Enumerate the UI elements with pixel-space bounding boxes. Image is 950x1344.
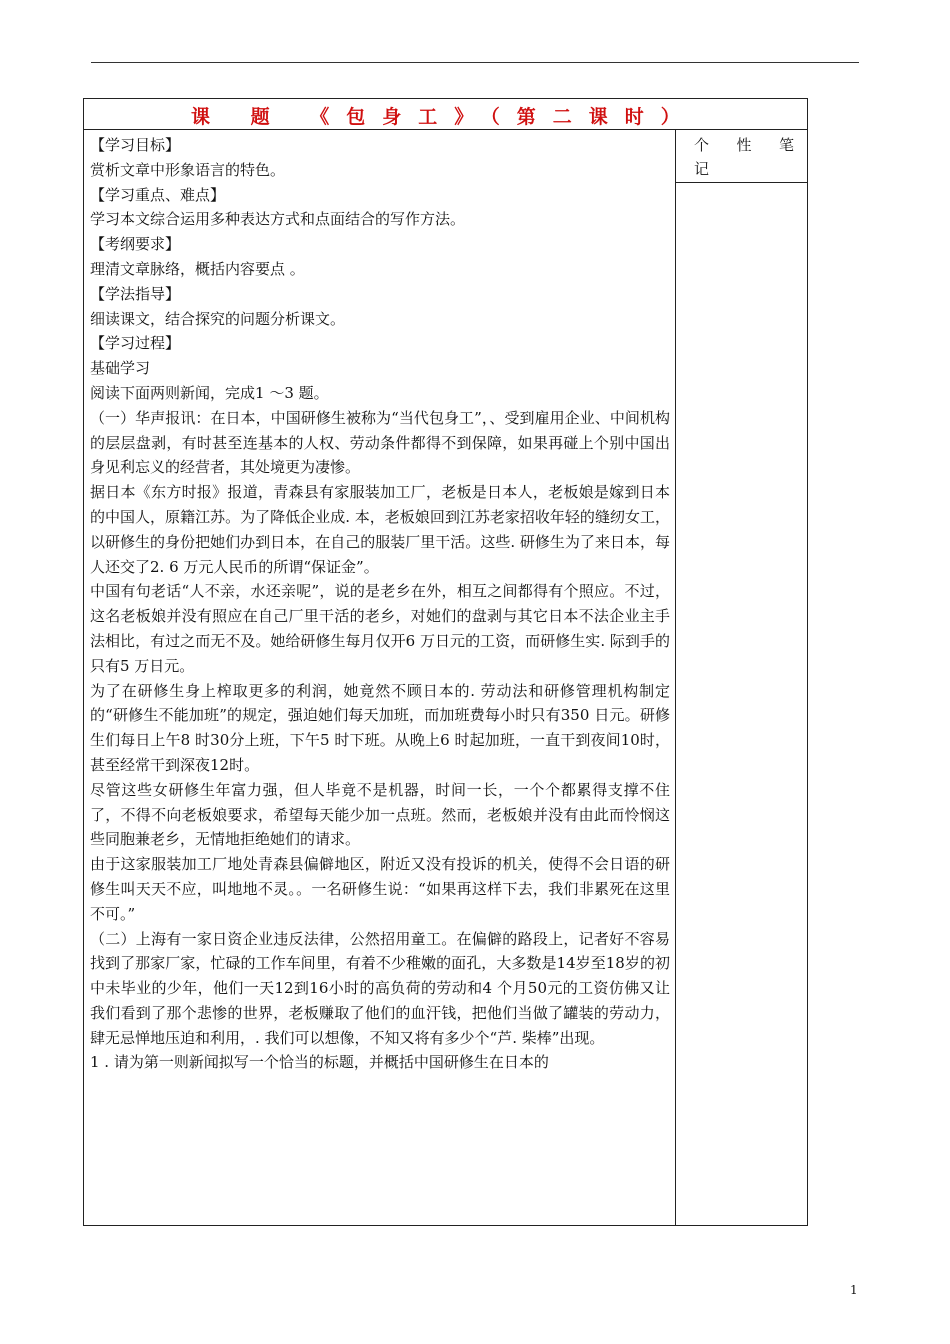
- paragraph: （一）华声报讯：在日本，中国研修生被称为“当代包身工”，、受到雇用企业、中间机构的层层盘剥，有时甚至连基本的人权、劳动条件都得不到保障，如果再碰上个别中国出身见利忘义的经营者，其处境更为凄惨。: [90, 408, 670, 477]
- lesson-title: 课 题 《包身工》（第二课时）: [191, 106, 697, 128]
- section-heading: 【学法指导】: [90, 284, 181, 303]
- section-heading: 【考纲要求】: [90, 235, 181, 254]
- text-line: 基础学习: [90, 359, 151, 378]
- text-line: 赏析文章中形象语言的特色。: [90, 160, 286, 179]
- text-line: 学习本文综合运用多种表达方式和点面结合的写作方法。: [90, 210, 466, 229]
- text-line: 细读课文，结合探究的问题分析课文。: [90, 309, 346, 328]
- paragraph: （二）上海有一家日资企业违反法律，公然招用童工。在偏僻的路段上，记者好不容易找到了那家厂家，忙碌的工作车间里，有着不少稚嫩的面孔，大多数是14岁至18岁的初中未毕业的少年，他们一天12到16小时的高负荷的劳动和4 个月50元的工资仿佛又让我们看到了那个悲惨的世界，老板赚取了他们的血汗钱，把他们当做了罐装的劳动力，肆无忌惮地压迫和利用，. 我们可以想像，不知又将有多少个“芦. 柴棒”出现。: [90, 929, 670, 1047]
- notes-char: 记: [694, 160, 710, 178]
- lesson-content: [90, 133, 670, 1075]
- header-rule: [91, 62, 859, 63]
- page-number: 1: [850, 1283, 858, 1297]
- notes-header: [676, 130, 807, 183]
- notes-char: 性: [736, 136, 752, 154]
- section-heading: 【学习重点、难点】: [90, 185, 226, 204]
- section-heading: 【学习过程】: [90, 334, 181, 353]
- paragraph: 为了在研修生身上榨取更多的利润，她竟然不顾日本的. 劳动法和研修管理机构制定的“研修生不能加班”的规定，强迫她们每天加班，而加班费每小时只有350 日元。研修生们每日上午8 时30分上班，下午5 时下班。从晚上6 时起加班，一直干到夜间10时，甚至经常干到深夜12时。: [90, 681, 670, 774]
- notes-char: 个: [694, 136, 710, 154]
- text-line: 理清文章脉络，概括内容要点 。: [90, 259, 305, 278]
- title-row: [84, 99, 807, 130]
- paragraph: 由于这家服装加工厂地处青森县偏僻地区，附近又没有投诉的机关，使得不会日语的研修生叫天天不应，叫地地不灵。。一名研修生说：“如果再这样下去，我们非累死在这里不可。”: [90, 855, 670, 923]
- main-content-cell: [84, 130, 676, 1225]
- section-heading: 【学习目标】: [90, 136, 181, 154]
- lesson-table: [83, 98, 808, 1226]
- text-line: 阅读下面两则新闻，完成1 ～3 题。: [90, 383, 329, 402]
- notes-header-line: [694, 134, 794, 155]
- paragraph: 中国有句老话“人不亲，水还亲呢”，说的是老乡在外，相互之间都得有个照应。不过，这名老板娘并没有照应在自己厂里干活的老乡，对她们的盘剥与其它日本不法企业主手法相比，有过之而无不及。她给研修生每月仅开6 万日元的工资，而研修生实. 际到手的只有5 万日元。: [90, 582, 670, 675]
- paragraph: 尽管这些女研修生年富力强，但人毕竟不是机器，时间一长，一个个都累得支撑不住了，不得不向老板娘要求，希望每天能少加一点班。然而，老板娘并没有由此而怜悯这些同胞兼老乡，无情地拒绝她们的请求。: [90, 780, 670, 849]
- question-item: 1 . 请为第一则新闻拟写一个恰当的标题，并概括中国研修生在日本的: [90, 1053, 549, 1072]
- notes-char: 笔: [778, 136, 794, 154]
- paragraph: 据日本《东方时报》报道，青森县有家服装加工厂，老板是日本人，老板娘是嫁到日本的中国人，原籍江苏。为了降低企业成. 本，老板娘回到江苏老家招收年轻的缝纫女工，以研修生的身份把她们办到日本，在自己的服装厂里干活。这些. 研修生为了来日本，每人还交了2. 6 万元人民币的所谓“保证金”。: [90, 483, 670, 576]
